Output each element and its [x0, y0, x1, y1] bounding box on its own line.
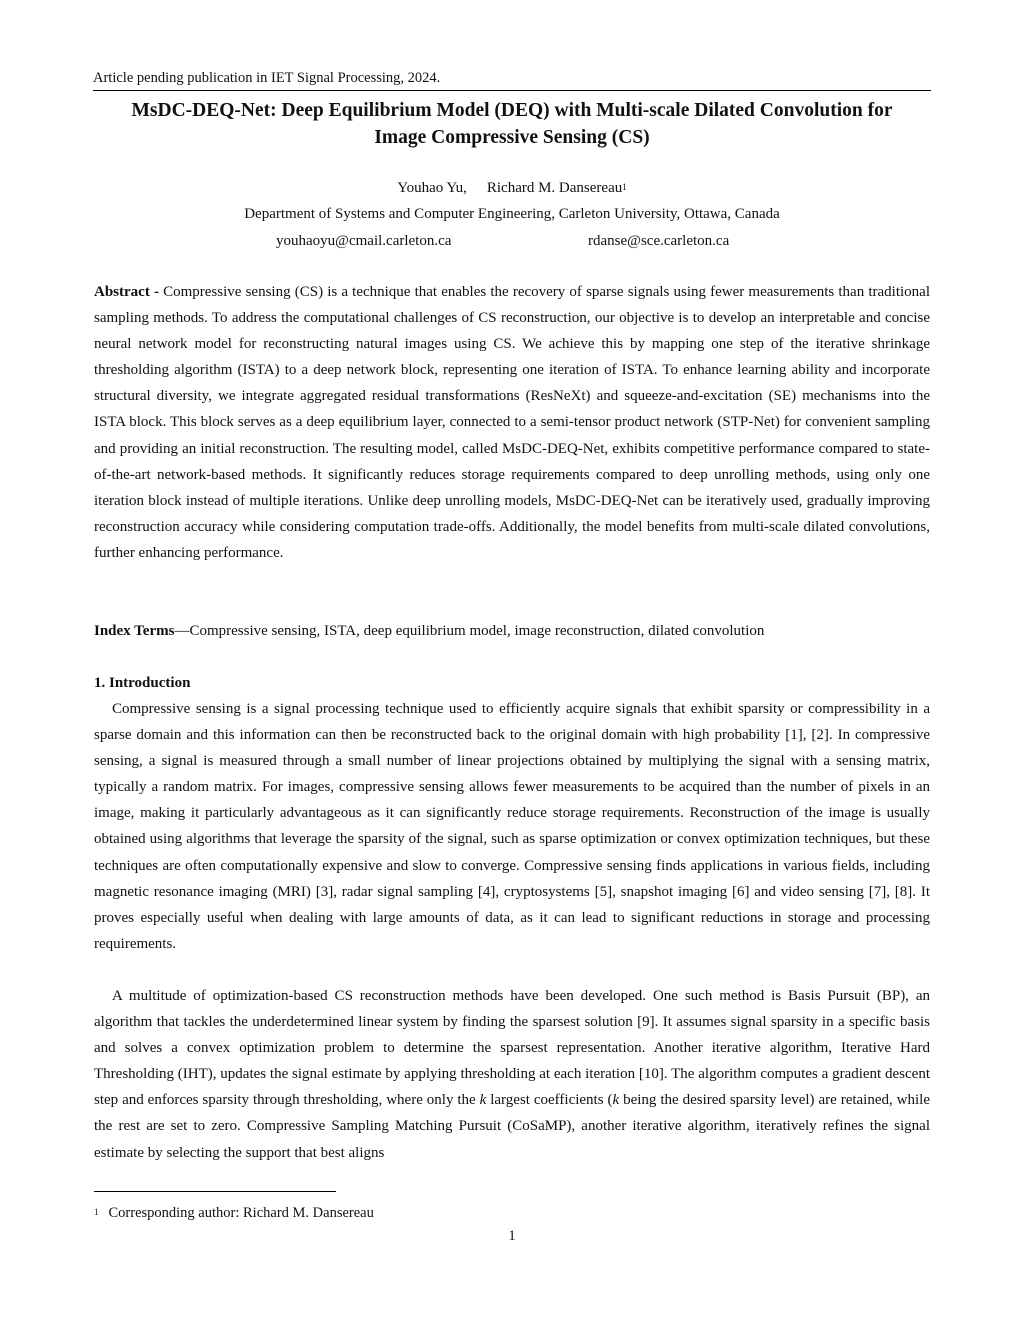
- email-author-2: rdanse@sce.carleton.ca: [588, 233, 730, 249]
- footnote-text: Corresponding author: Richard M. Dansereau: [108, 1205, 374, 1221]
- footnote-mark: 1: [94, 1207, 99, 1217]
- running-head: Article pending publication in IET Signal Processing, 2024.: [93, 68, 931, 91]
- page-number: 1: [508, 1228, 516, 1244]
- index-terms: [94, 618, 930, 644]
- abstract: [94, 279, 930, 566]
- intro-p2-var-k-1: k: [479, 1092, 487, 1109]
- author-1: Youhao Yu,: [397, 180, 467, 196]
- email-author-1: youhaoyu@cmail.carleton.ca: [276, 233, 452, 249]
- abstract-label: Abstract -: [94, 284, 159, 300]
- affiliation: Department of Systems and Computer Engineering, Carleton University, Ottawa, Canada: [244, 206, 780, 222]
- intro-p2-text-b: largest coefficients (: [486, 1092, 613, 1109]
- footnote: [94, 1203, 374, 1223]
- index-terms-label: Index Terms: [94, 623, 175, 639]
- index-terms-text: —Compressive sensing, ISTA, deep equilibrium model, image reconstruction, dilated convolution: [174, 623, 765, 639]
- intro-p2-var-k-2: k: [612, 1092, 620, 1109]
- intro-paragraph-2: [94, 983, 930, 1166]
- title-line-2: Image Compressive Sensing (CS): [374, 127, 650, 148]
- title-line-1: MsDC-DEQ-Net: Deep Equilibrium Model (DEQ) with Multi-scale Dilated Convolution for: [131, 100, 893, 121]
- author-footnote-mark: 1: [622, 182, 627, 192]
- intro-paragraph-1: Compressive sensing is a signal processing technique used to efficiently acquire signals that exhibit sparsity or compressibility in a sparse domain and this information can then be reconstructed back to the original domain with high probability [1], [2]. In compressive sensing, a signal is measured through a small number of linear projections obtained by multiplying the signal with a sensing matrix, typically a random matrix. For images, compressive sensing allows fewer measurements to be acquired than the number of pixels in an image, making it particularly advantageous as it can significantly reduce storage requirements. Reconstruction of the image is usually obtained using algorithms that leverage the sparsity of the signal, such as sparse optimization or convex optimization techniques, but these techniques are often computationally expensive and slow to converge. Compressive sensing finds applications in various fields, including magnetic resonance imaging (MRI) [3], radar signal sampling [4], cryptosystems [5], snapshot imaging [6] and video sensing [7], [8]. It proves especially useful when dealing with large amounts of data, as it can lead to significant reductions in storage and processing requirements.: [94, 701, 930, 952]
- abstract-text: Compressive sensing (CS) is a technique that enables the recovery of sparse signals using fewer measurements than traditional sampling methods. To address the computational challenges of CS reconstruction, our objective is to develop an interpretable and concise neural network model for reconstructing natural images using CS. We achieve this by mapping one step of the iterative shrinkage thresholding algorithm (ISTA) to a deep network block, representing one iteration of ISTA. To enhance learning ability and incorporate structural diversity, we integrate aggregated residual transformations (ResNeXt) and squeeze-and-excitation (SE) mechanisms into the ISTA block. This block serves as a deep equilibrium layer, connected to a semi-tensor product network (STP-Net) for convenient sampling and providing an initial reconstruction. The resulting model, called MsDC-DEQ-Net, exhibits competitive performance compared to state-of-the-art network-based methods. It significantly reduces storage requirements compared to deep unrolling methods, using only one iteration block instead of multiple iterations. Unlike deep unrolling models, MsDC-DEQ-Net can be iteratively used, gradually improving reconstruction accuracy while considering computation trade-offs. Additionally, the model benefits from multi-scale dilated convolutions, further enhancing performance.: [94, 284, 930, 561]
- footnote-divider: [94, 1191, 336, 1192]
- paper-title: [60, 97, 964, 151]
- author-2: Richard M. Dansereau: [486, 180, 623, 196]
- section-heading-introduction: 1. Introduction: [94, 675, 191, 691]
- author-list: [93, 178, 931, 198]
- intro-p2-text-c: being the desired sparsity level) are retained, while the rest are set to zero. Compressive Sampling Matching Pursuit (CoSaMP), another iterative algorithm, iteratively refines the signal estimate by selecting the support that best aligns: [94, 1092, 931, 1161]
- intro-p2-text-a: A multitude of optimization-based CS reconstruction methods have been developed. One such method is Basis Pursuit (BP), an algorithm that tackles the underdetermined linear system by finding the sparsest solution [9]. It assumes signal sparsity in a specific basis and solves a convex optimization problem to determine the sparsest representation. Another iterative algorithm, Iterative Hard Thresholding (IHT), updates the signal estimate by applying thresholding at each iteration [10]. The algorithm computes a gradient descent step and enforces sparsity through thresholding, where only the: [94, 988, 930, 1109]
